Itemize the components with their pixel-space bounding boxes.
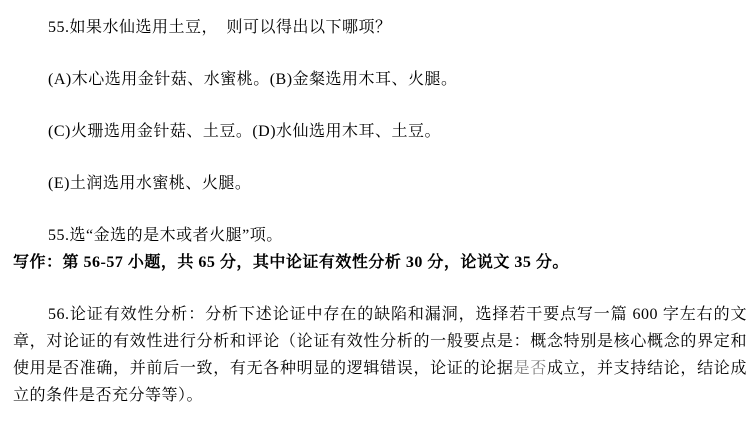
question-56-body [13, 301, 747, 409]
writing-section-header: 写作：第 56-57 小题，共 65 分，其中论证有效性分析 30 分，论说文 35 分。 [13, 254, 569, 271]
question-56-text-gray: 是否 [513, 360, 547, 377]
question-56-text-end: 成立，并支持结论，结论成立的条件是否充分等等）。 [13, 360, 747, 404]
question-55-options-e: (E)土润选用水蜜桃、火腿。 [48, 175, 252, 192]
question-55-answer: 55.选“金选的是木或者火腿”项。 [48, 227, 283, 244]
question-55-stem: 55.如果水仙选用土豆， 则可以得出以下哪项？ [48, 19, 392, 36]
question-56-text-main: 56.论证有效性分析：分析下述论证中存在的缺陷和漏洞，选择若干要点写一篇 600 字左右的文章，对论证的有效性进行分析和评论（论证有效性分析的一般要点是：概念特别是核心概念的界定和使用是否准确，并前后一致，有无各种明显的逻辑错误，论证的论据 [13, 306, 747, 377]
question-55-options-cd: (C)火珊选用金针菇、土豆。(D)水仙选用木耳、土豆。 [48, 123, 442, 140]
question-55-options-ab: (A)木心选用金针菇、水蜜桃。(B)金粲选用木耳、火腿。 [48, 71, 458, 88]
